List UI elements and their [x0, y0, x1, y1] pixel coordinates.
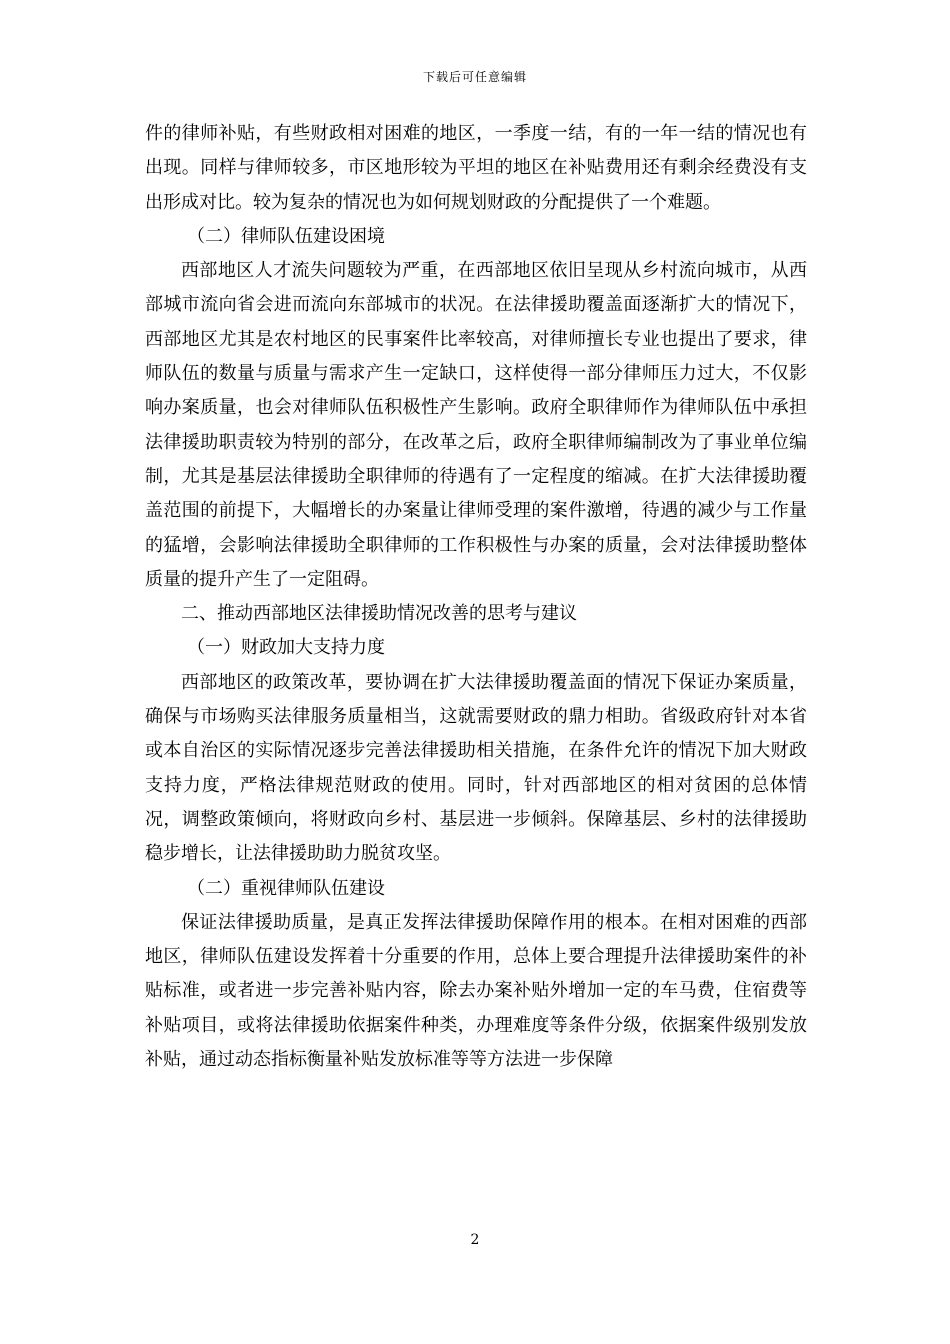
- section-heading-lawyer-team-building: （二）重视律师队伍建设: [187, 877, 385, 899]
- paragraph-3: 西部地区的政策改革，要协调在扩大法律援助覆盖面的情况下保证办案质量，确保与市场购买法律服务质量相当，这就需要财政的鼎力相助。省级政府针对本省或本自治区的实际情况逐步完善法律援助相关措施，在条件允许的情况下加大财政支持力度，严格法律规范财政的使用。同时，针对西部地区的相对贫困的总体情况，调整政策倾向，将财政向乡村、基层进一步倾斜。保障基层、乡村的法律援助稳步增长，让法律援助助力脱贫攻坚。: [145, 671, 807, 865]
- document-body: [145, 117, 807, 1077]
- page-number: 2: [470, 1232, 480, 1248]
- section-heading-suggestions: 二、推动西部地区法律援助情况改善的思考与建议: [181, 603, 577, 625]
- section-heading-financial-support: （一）财政加大支持力度: [187, 637, 385, 659]
- paragraph-4: 保证法律援助质量，是真正发挥法律援助保障作用的根本。在相对困难的西部地区，律师队伍建设发挥着十分重要的作用，总体上要合理提升法律援助案件的补贴标准，或者进一步完善补贴内容，除去办案补贴外增加一定的车马费，住宿费等补贴项目，或将法律援助依据案件种类，办理难度等条件分级，依据案件级别发放补贴，通过动态指标衡量补贴发放标准等等方法进一步保障: [145, 911, 807, 1071]
- paragraph-1: 件的律师补贴，有些财政相对困难的地区，一季度一结，有的一年一结的情况也有出现。同样与律师较多，市区地形较为平坦的地区在补贴费用还有剩余经费没有支出形成对比。较为复杂的情况也为如何规划财政的分配提供了一个难题。: [145, 123, 807, 213]
- paragraph-2: 西部地区人才流失问题较为严重，在西部地区依旧呈现从乡村流向城市，从西部城市流向省会进而流向东部城市的状况。在法律援助覆盖面逐渐扩大的情况下，西部地区尤其是农村地区的民事案件比率较高，对律师擅长专业也提出了要求，律师队伍的数量与质量与需求产生一定缺口，这样使得一部分律师压力过大，不仅影响办案质量，也会对律师队伍积极性产生影响。政府全职律师作为律师队伍中承担法律援助职责较为特别的部分，在改革之后，政府全职律师编制改为了事业单位编制，尤其是基层法律援助全职律师的待遇有了一定程度的缩减。在扩大法律援助覆盖范围的前提下，大幅增长的办案量让律师受理的案件激增，待遇的减少与工作量的猛增，会影响法律援助全职律师的工作积极性与办案的质量，会对法律援助整体质量的提升产生了一定阻碍。: [145, 260, 807, 590]
- page-header: 下载后可任意编辑: [422, 70, 527, 84]
- section-heading-lawyer-team-dilemma: （二）律师队伍建设困境: [187, 225, 385, 247]
